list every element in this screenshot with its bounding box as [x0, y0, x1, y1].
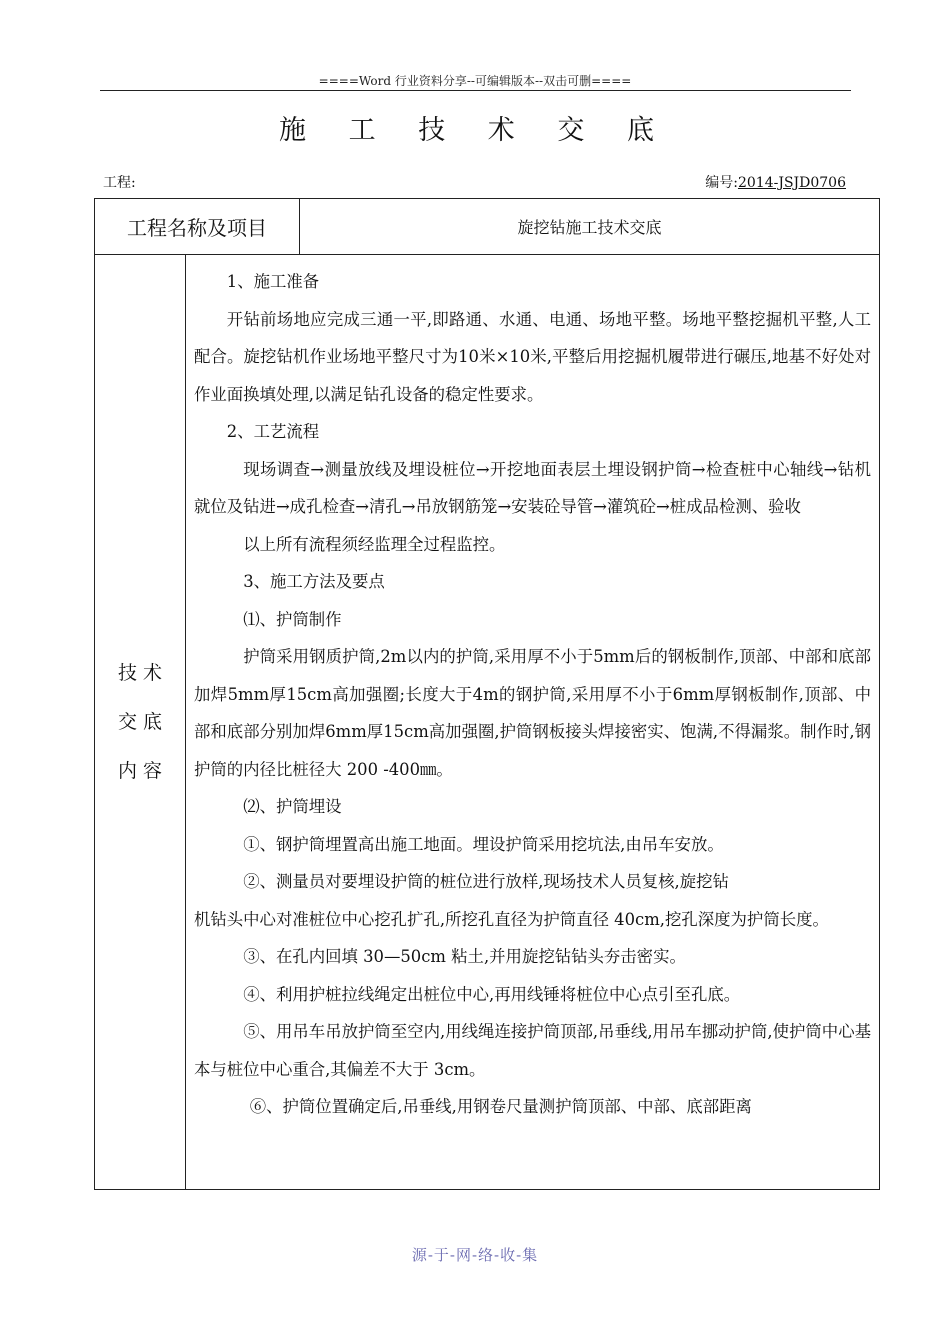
number-value: 2014-JSJD0706	[737, 175, 846, 191]
content-paragraph: ⑤、用吊车吊放护筒至空内,用线绳连接护筒顶部,吊垂线,用吊车挪动护筒,使护筒中心基本与桩位中心重合,其偏差不大于 3cm。	[194, 1022, 871, 1079]
content-paragraph: ④、利用护桩拉线绳定出桩位中心,再用线锤将桩位中心点引至孔底。	[243, 984, 741, 1004]
disclosure-table	[94, 198, 880, 1190]
document-title: 施 工 技 术 交 底	[279, 115, 671, 146]
side-label-line: 交 底	[117, 710, 163, 733]
content-paragraph: ②、测量员对要埋设护筒的桩位进行放样,现场技术人员复核,旋挖钻	[243, 872, 729, 891]
header-rule	[100, 90, 851, 91]
content-paragraph: 以上所有流程须经监理全过程监控。	[243, 534, 506, 554]
content-paragraph: ⑥、护筒位置确定后,吊垂线,用钢卷尺量测护筒顶部、中部、底部距离	[249, 1097, 752, 1116]
content-paragraph: 现场调查→测量放线及埋设桩位→开挖地面表层土埋设钢护筒→检查桩中心轴线→钻机就位及钻进→成孔检查→清孔→吊放钢筋笼→安装砼导管→灌筑砼→桩成品检测、验收	[194, 459, 871, 516]
content-paragraph: 1、施工准备	[226, 272, 320, 291]
content-paragraph: 3、施工方法及要点	[243, 572, 385, 591]
project-name-label: 工程名称及项目	[95, 199, 300, 255]
content-paragraph: 开钻前场地应完成三通一平,即路通、水通、电通、场地平整。场地平整挖掘机平整,人工配合。旋挖钻机作业场地平整尺寸为10米×10米,平整后用挖掘机履带进行碾压,地基不好处对作业面换填处理,以满足钻孔设备的稳定性要求。	[194, 309, 871, 404]
content-paragraph: ⑴、护筒制作	[243, 609, 342, 629]
document-number	[705, 172, 846, 192]
side-label-line: 内 容	[117, 759, 163, 782]
content-paragraph: 护筒采用钢质护筒,2m以内的护筒,采用厚不小于5mm后的钢板制作,顶部、中部和底部加焊5mm厚15cm高加强圈;长度大于4m的钢护筒,采用厚不小于6mm厚钢板制作,顶部、中部和底部分别加焊6mm厚15cm高加强圈,护筒钢板接头焊接密实、饱满,不得漏浆。制作时,钢护筒的内径比桩径大 200 -400㎜。	[194, 647, 871, 779]
content-body	[186, 255, 880, 1190]
content-side-label	[95, 255, 186, 1190]
content-paragraph: ⑵、护筒埋设	[243, 797, 342, 816]
number-label: 编号:	[705, 175, 738, 191]
project-field	[103, 172, 136, 192]
content-paragraph: 2、工艺流程	[226, 422, 320, 441]
project-name-row	[95, 199, 880, 255]
project-name-value: 旋挖钻施工技术交底	[300, 199, 880, 255]
header-note: ====Word 行业资料分享--可编辑版本--双击可删====	[318, 74, 632, 88]
content-paragraph: ③、在孔内回填 30—50cm 粘土,并用旋挖钻钻头夯击密实。	[243, 947, 686, 966]
side-label-line: 技 术	[117, 661, 163, 684]
content-paragraph: 机钻头中心对准桩位中心挖孔扩孔,所挖孔直径为护筒直径 40cm,挖孔深度为护筒长度。	[194, 909, 829, 929]
content-row	[95, 255, 880, 1190]
footer-note: 源-于-网-络-收-集	[411, 1246, 539, 1264]
content-paragraph: ①、钢护筒埋置高出施工地面。埋设护筒采用挖坑法,由吊车安放。	[243, 834, 724, 854]
project-label: 工程:	[103, 175, 136, 191]
